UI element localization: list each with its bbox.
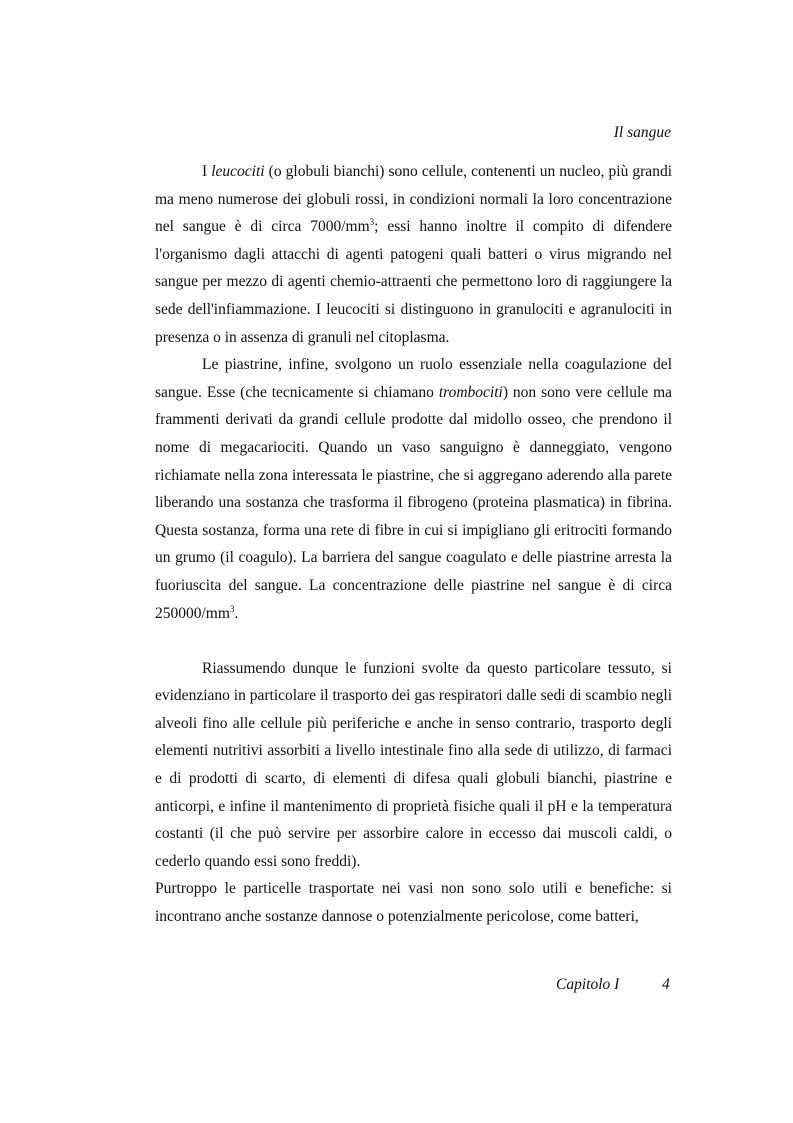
paragraph-riassumendo: Riassumendo dunque le funzioni svolte da questo particolare tessuto, si evidenziano in particolare il trasporto dei gas respiratori dalle sedi di scambio negli alveoli fino alle cellule più periferiche e anche in senso contrario, trasporto degli elementi nutritivi assorbiti a livello intestinale fino alla sede di utilizzo, di farmaci e di prodotti di scarto, di elementi di difesa quali globuli bianchi, piastrine e anticorpi, e infine il mantenimento di proprietà fisiche quali il pH e la temperatura costanti (il che può servire per assorbire calore in eccesso dai muscoli caldi, o cederlo quando essi sono freddi). (155, 659, 672, 870)
paragraph-purtroppo: Purtroppo le particelle trasportate nei vasi non sono solo utili e benefiche: si incontrano anche sostanze dannose o potenzialmente pericolose, come batteri, (155, 880, 672, 926)
text-span: . (234, 604, 239, 622)
body-text (155, 158, 672, 931)
italic-term: leucociti (211, 163, 265, 180)
superscript: 3 (369, 217, 375, 228)
running-header: Il sangue (613, 124, 671, 141)
paragraph-leucociti (155, 158, 672, 351)
text-span: ; essi hanno inoltre il compito di difendere l'organismo dagli attacchi di agenti patogeni quali batteri o virus migrando nel sangue per mezzo di agenti chemio-attraenti che permettono loro di raggiungere la sede dell'infiammazione. I leucociti si distinguono in granulociti e agranulociti in presenza o in assenza di granuli nel citoplasma. (155, 218, 672, 346)
italic-term: trombociti (438, 383, 503, 401)
paragraph-gap (155, 627, 672, 655)
text-span: (o globuli bianchi) sono cellule, contenenti un nucleo, più grandi ma meno numerose dei globuli rossi, in condizioni normali la loro concentrazione nel sangue è di circa 7000/mm (155, 163, 672, 236)
text-span: Le piastrine, infine, svolgono un ruolo essenziale nella coagulazione del sangue. Esse (che tecnicamente si chiamano (155, 356, 672, 401)
text-span: ) non sono vere cellule ma frammenti derivati da grandi cellule prodotte dal midollo osseo, che prendono il nome di megacariociti. Quando un vaso sanguigno è danneggiato, vengono richiamate nella zona interessata le piastrine, che si aggregano aderendo alla parete liberando una sostanza che trasforma il fibrogeno (proteina plasmatica) in fibrina. Questa sostanza, forma una rete di fibre in cui si impigliano gli eritrociti formando un grumo (il coagulo). La barriera del sangue coagulato e delle piastrine arresta la fuoriuscita del sangue. La concentrazione delle piastrine nel sangue è di circa 250000/mm (155, 383, 673, 622)
paragraph-piastrine (155, 351, 672, 627)
chapter-label: Capitolo I (556, 976, 620, 993)
text-span: I (202, 163, 212, 180)
page-number: 4 (662, 976, 670, 993)
superscript: 3 (229, 603, 235, 614)
